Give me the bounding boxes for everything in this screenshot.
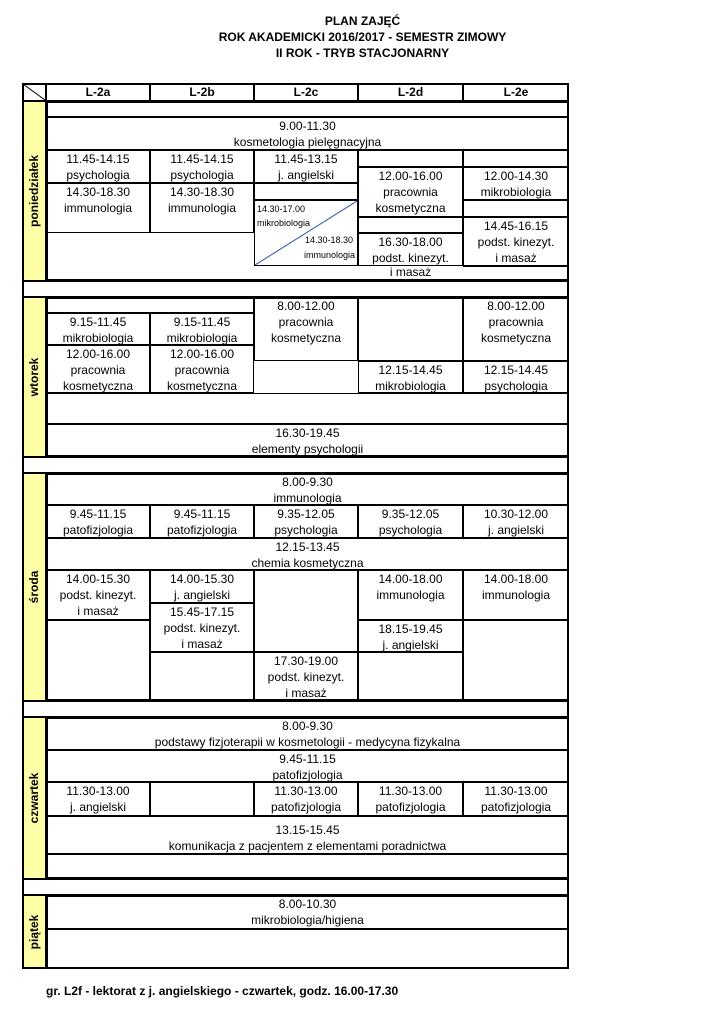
lesson-time: 14.00-18.00 (483, 572, 549, 586)
lesson-subject: elementy psychologii (251, 442, 364, 456)
lesson-subject: mikrobiologia (480, 185, 552, 199)
lesson-time: 11.45-14.15 (66, 152, 130, 166)
lesson-subject: podst. kinezyt. (163, 621, 241, 635)
lesson-time: 11.45-14.15 (170, 152, 234, 166)
lesson-subject: j. angielski (173, 588, 231, 602)
lesson-time: 12.00-14.30 (483, 169, 549, 183)
lesson-time: 18.15-19.45 (378, 622, 443, 636)
lesson-subject: psychologia (378, 523, 443, 537)
lesson-time: 8.00-10.30 (278, 897, 337, 911)
lesson-subject: mikrobiologia (62, 331, 134, 345)
group-header-l2a: L-2a (46, 83, 150, 101)
lesson-time: 9.45-11.15 (173, 507, 231, 521)
lesson-time: 12.15-14.45 (483, 363, 549, 377)
lesson-time: 14.00-18.00 (378, 572, 443, 586)
lesson-time: 11.30-13.00 (66, 784, 130, 798)
lesson-subject: komunikacja z pacjentem z elementami poradnictwa (168, 839, 447, 853)
lesson-subject: kosmetyczna (270, 331, 342, 345)
lesson-subject: psychologia (484, 379, 548, 393)
lesson-time: 12.00-16.00 (169, 347, 235, 361)
lesson-time: 13.15-15.45 (275, 823, 340, 837)
lesson-subject: mikrobiologia (375, 379, 446, 393)
group-header-l2c: L-2c (254, 83, 358, 101)
lesson-time: 9.45-11.15 (279, 752, 336, 766)
lesson-subject: i masaż (495, 251, 537, 265)
lesson-time: 17.30-19.00 (273, 654, 339, 668)
day-label: środa (27, 570, 41, 604)
lesson-time: 14.00-15.30 (65, 572, 131, 586)
lesson-time: 14.30-18.30 (65, 185, 131, 199)
lesson-subject: pracownia (174, 363, 230, 377)
group-header-l2d: L-2d (358, 83, 463, 101)
lesson-subject: i masaż (77, 604, 119, 618)
lesson-subject: j. angielski (277, 168, 335, 182)
lesson-time: 9.35-12.05 (381, 507, 440, 521)
lesson-subject: mikrobiologia/higiena (251, 913, 364, 927)
lesson-subject: podst. kinezyt. (267, 670, 345, 684)
lesson-subject: immunologia (273, 491, 342, 505)
lesson-subject: immunologia (303, 250, 355, 260)
lesson-subject: podst. kinezyt. (372, 251, 449, 265)
lesson-time: 15.45-17.15 (169, 605, 235, 619)
lesson-subject: i masaż (389, 265, 432, 279)
title-line-3: II ROK - TRYB STACJONARNY (275, 46, 450, 60)
lesson-subject: kosmetologia pielęgnacyjna (233, 135, 382, 149)
lesson-subject: kosmetyczna (62, 379, 134, 393)
lesson-subject: psychologia (170, 168, 234, 182)
lesson-subject: pracownia (383, 185, 438, 199)
lesson-subject: patofizjologia (375, 800, 446, 814)
lesson-time: 11.30-13.00 (274, 784, 338, 798)
lesson-time: 9.35-12.05 (277, 507, 335, 521)
lesson-time: 12.15-14.45 (378, 363, 443, 377)
lesson-time: 9.00-11.30 (279, 119, 336, 133)
lesson-subject: immunologia (167, 201, 237, 215)
lesson-subject: pracownia (70, 363, 126, 377)
lesson-time: 8.00-12.00 (277, 299, 335, 313)
lesson-time: 8.00-9.30 (282, 719, 333, 733)
lesson-time: 11.30-13.00 (378, 784, 443, 798)
lesson-time: 9.15-11.45 (69, 315, 127, 329)
lesson-time: 8.00-9.30 (282, 475, 333, 489)
title-line-2: ROK AKADEMICKI 2016/2017 - SEMESTR ZIMOWY (218, 30, 507, 44)
lesson-subject: psychologia (274, 523, 338, 537)
lesson-subject: patofizjologia (272, 768, 343, 782)
title-line-1: PLAN ZAJĘĆ (324, 14, 401, 28)
lesson-time: 16.30-19.45 (275, 426, 340, 440)
lesson-subject: j. angielski (487, 523, 545, 537)
lesson-time: 14.30-18.30 (304, 235, 353, 245)
lesson-time: 14.00-15.30 (169, 572, 235, 586)
day-label: poniedziałek (27, 154, 41, 228)
group-header-l2b: L-2b (150, 83, 254, 101)
lesson-time: 14.30-17.00 (257, 204, 306, 214)
lesson-time: 11.45-13.15 (274, 152, 338, 166)
footer-note: gr. L2f - lektorat z j. angielskiego - czwartek, godz. 16.00-17.30 (46, 984, 399, 998)
lesson-subject: kosmetyczna (375, 201, 446, 215)
lesson-subject: pracownia (488, 315, 544, 329)
lesson-time: 10.30-12.00 (483, 507, 549, 521)
lesson-subject: immunologia (63, 201, 133, 215)
lesson-subject: immunologia (481, 588, 551, 602)
lesson-time: 14.30-18.30 (169, 185, 235, 199)
lesson-subject: kosmetyczna (480, 331, 552, 345)
lesson-time: 12.15-13.45 (275, 540, 340, 554)
day-label: piątek (27, 914, 41, 950)
lesson-subject: pracownia (278, 315, 334, 329)
lesson-subject: podst. kinezyt. (59, 588, 137, 602)
lesson-subject: podst. kinezyt. (477, 235, 555, 249)
lesson-subject: j. angielski (69, 800, 127, 814)
lesson-subject: patofizjologia (166, 523, 238, 537)
lesson-time: 8.00-12.00 (487, 299, 545, 313)
group-header-l2e: L-2e (463, 83, 569, 101)
lesson-subject: chemia kosmetyczna (251, 556, 364, 570)
lesson-time: 9.45-11.15 (69, 507, 127, 521)
lesson-time: 14.45-16.15 (483, 219, 549, 233)
lesson-subject: patofizjologia (270, 800, 342, 814)
lesson-subject: patofizjologia (62, 523, 134, 537)
lesson-time: 16.30-18.00 (378, 235, 443, 249)
lesson-subject: podstawy fizjoterapii w kosmetologii - medycyna fizykalna (154, 735, 461, 749)
lesson-subject: mikrobiologia (166, 331, 238, 345)
lesson-subject: kosmetyczna (166, 379, 238, 393)
lesson-time: 11.30-13.00 (484, 784, 548, 798)
day-label: wtorek (27, 357, 41, 397)
lesson-time: 12.00-16.00 (378, 169, 443, 183)
lesson-time: 12.00-16.00 (65, 347, 131, 361)
table-border (22, 83, 569, 969)
lesson-subject: psychologia (66, 168, 130, 182)
lesson-subject: i masaż (285, 686, 327, 700)
lesson-subject: mikrobiologia (257, 218, 311, 228)
lesson-subject: j. angielski (382, 638, 439, 652)
lesson-subject: i masaż (181, 637, 223, 651)
lesson-subject: patofizjologia (480, 800, 552, 814)
lesson-time: 9.15-11.45 (173, 315, 231, 329)
lesson-subject: immunologia (376, 588, 445, 602)
day-label: czwartek (27, 772, 41, 824)
